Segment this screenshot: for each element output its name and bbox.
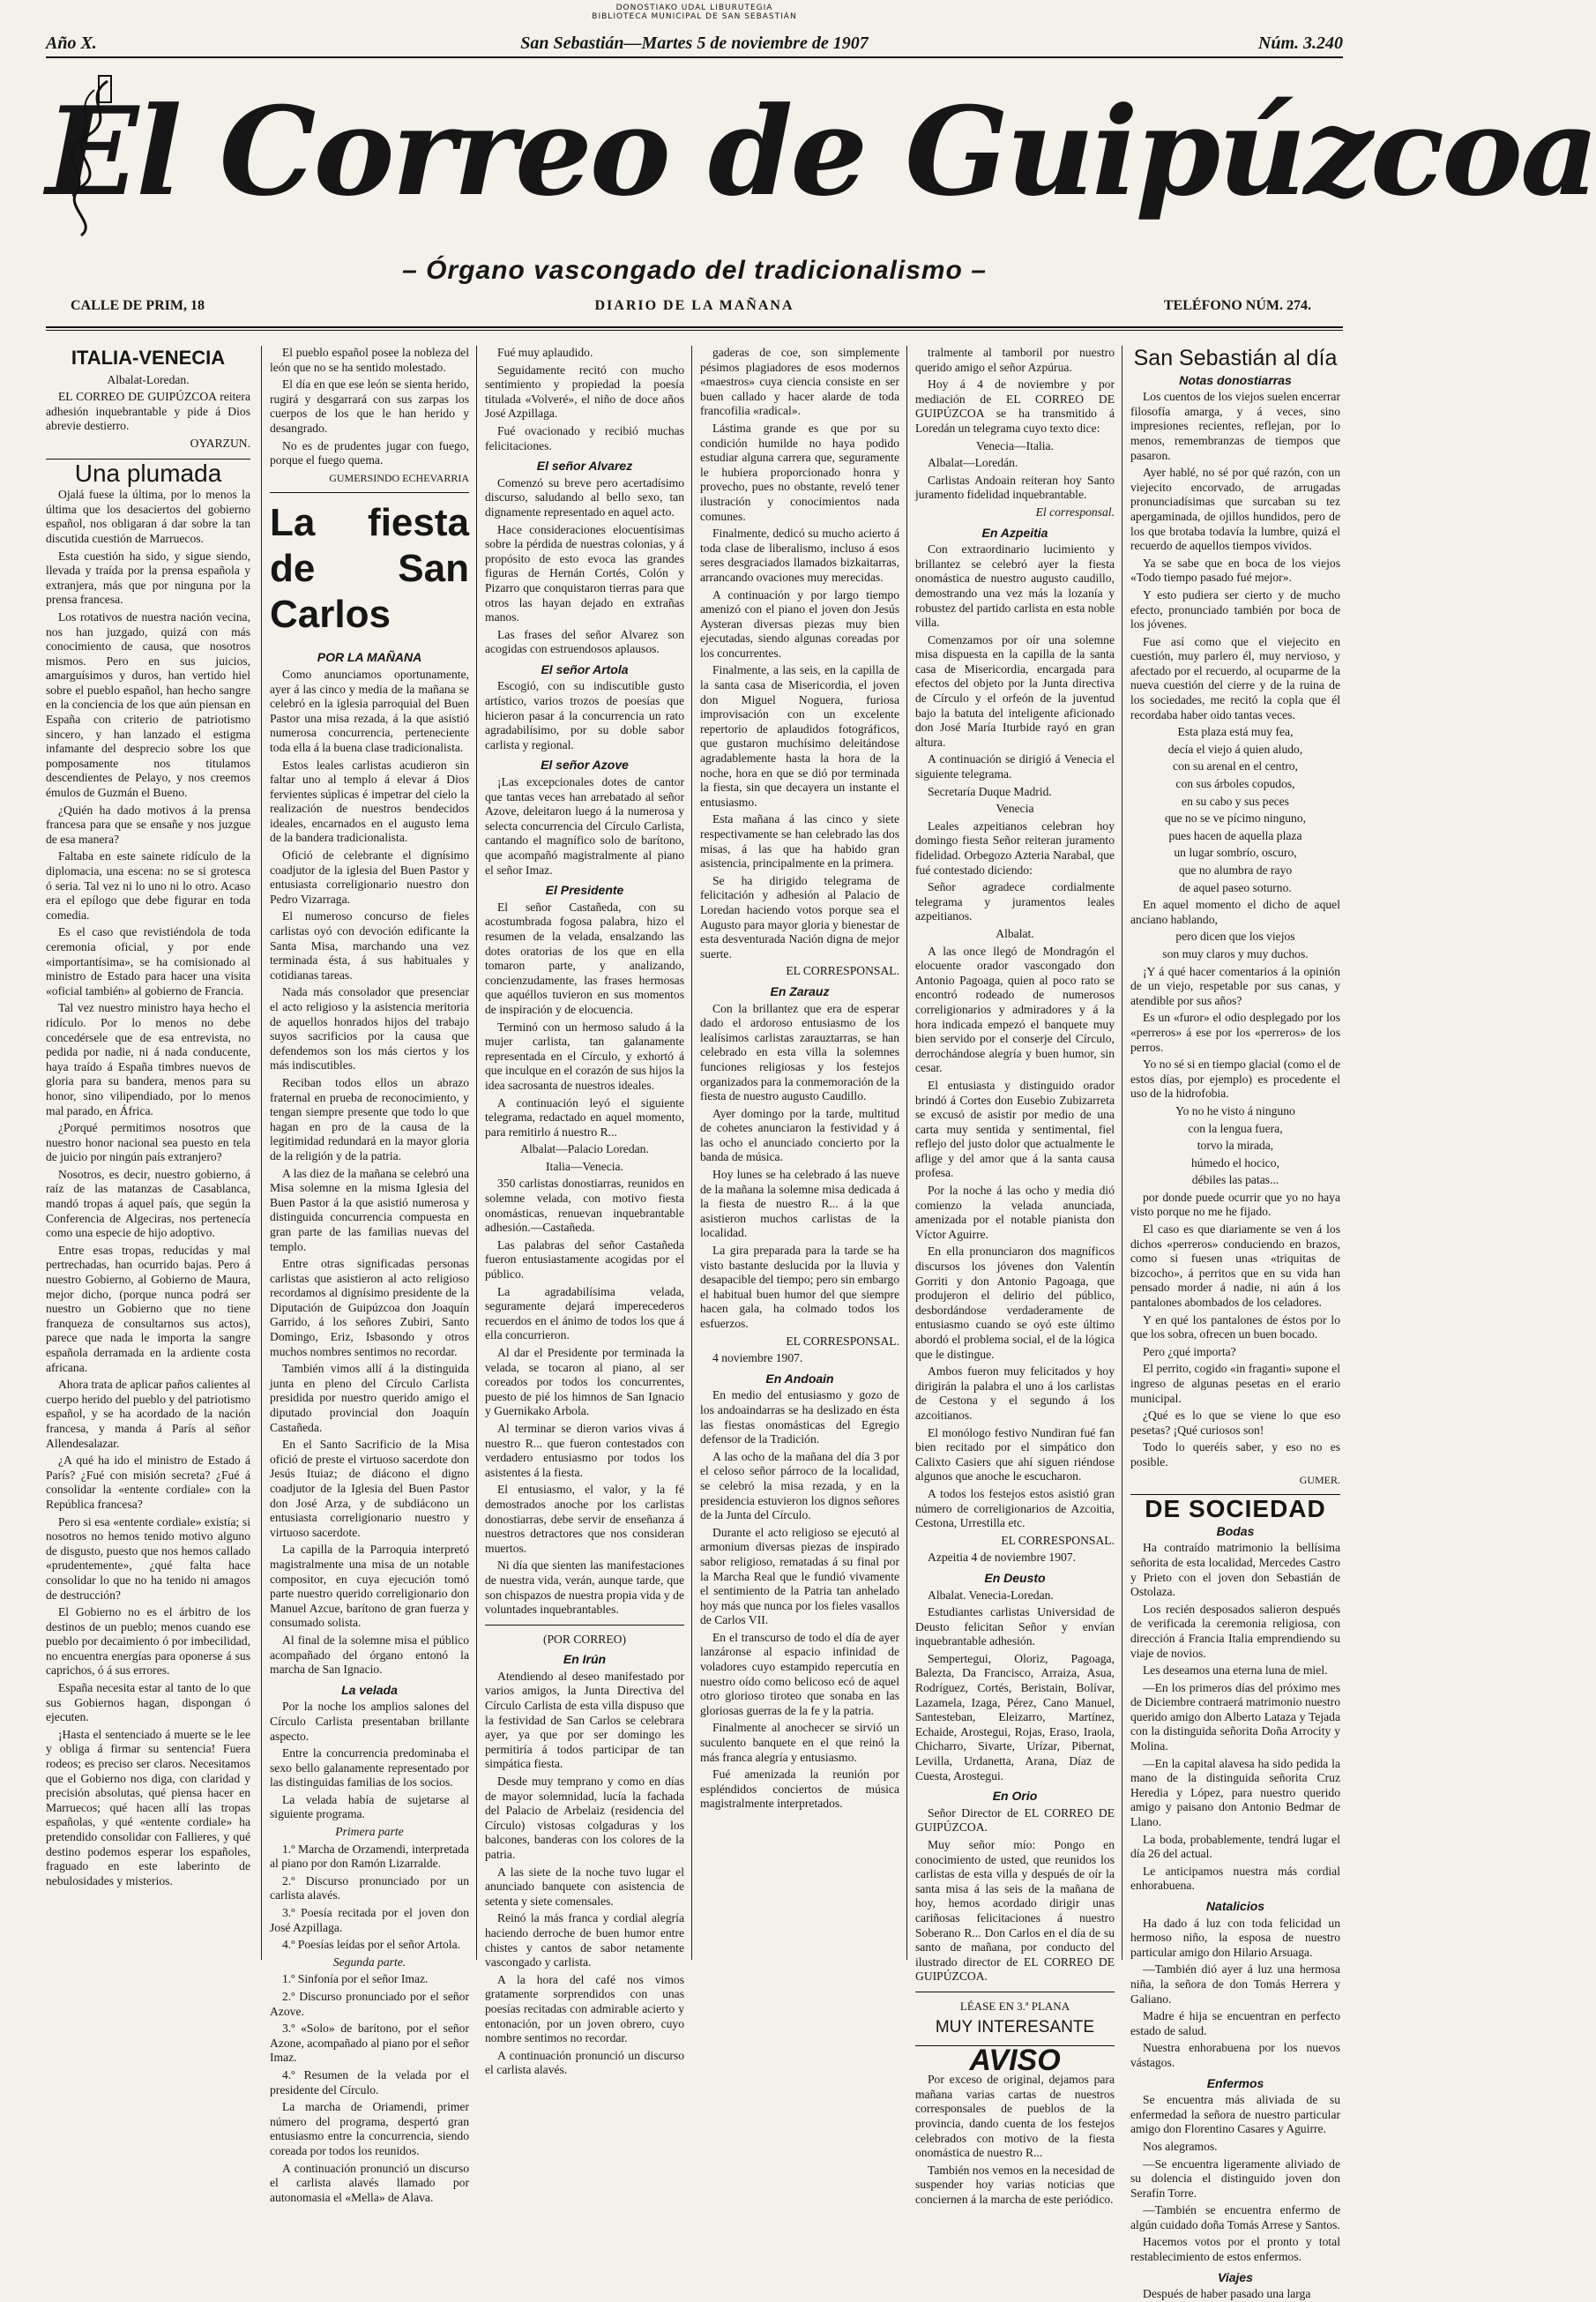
verse-line: de aquel paseo soturno.	[1179, 880, 1292, 894]
newspaper-title: El Correo de Guipúzcoa	[46, 79, 1596, 223]
text-paragraph: Los rotativos de nuestra nación vecina, nos han juzgado, quizá con más conocimiento de causa, que nosotros mismos. Pero en sus juicios, amarguísimos y duros, han vertido hiel sobre el pueblo español, han hecho sangre en la conciencia de los que aún piensan en España con criterio de patriotismo sincero, y han lanzado el estigma infamante del desprecio sobre los que pomposamente nos titulamos descendientes de Pelayo, y nos creemos émulos de Guzmán el Bueno.	[46, 609, 250, 800]
section-heading: POR LA MAÑANA	[317, 650, 422, 665]
column-5	[915, 346, 1115, 2206]
text-paragraph: Estos leales carlistas acudieron sin faltar uno al templo á elevar á Dios fervientes súplicas é impetrar del cielo la realización de nuestros bendecidos ideales, encarnados en el augusto lema de la bandera tradicionalista.	[270, 758, 469, 845]
verse-line: Yo no he visto á ninguno	[1175, 1103, 1295, 1117]
text-paragraph: Por la noche los amplios salones del Círculo Carlista presentaban brillante aspecto.	[270, 1700, 469, 1743]
text-paragraph: —En la capital alavesa ha sido pedida la mano de la distinguida señorita Cruz Heredia y López, para nuestro querido amigo y paisano don Antonio Bedmar de Llano.	[1130, 1756, 1340, 1829]
text-paragraph: Terminó con un hermoso saludo á la mujer carlista, tan galanamente representada en el Círculo, y exhortó á que inculque en el corazón de sus hijos la idea sacrosanta de nuestros ideales.	[485, 1020, 684, 1092]
text-paragraph: Fue así como que el viejecito en cuestión, muy parlero él, muy nervioso, y afectado por el recuerdo, al ocuparme de la nueva cuestión del cierre y de la ruina de los sociedades, me recitó la copla que él recordaba haber oido tantas veces.	[1130, 634, 1340, 721]
program-item: 3.º «Solo» de barítono, por el señor Azone, acompañado al piano por el señor Imaz.	[270, 2022, 469, 2065]
verse-line: húmedo el hocico,	[1190, 1155, 1280, 1170]
text-paragraph: El día en que ese león se sienta herido, rugirá y desgarrará con sus zarpas los cuerpos de los que le han herido y desangrado.	[270, 377, 469, 435]
verse-line: torvo la mirada,	[1197, 1139, 1274, 1153]
text-paragraph: Como anunciamos oportunamente, ayer á las cinco y media de la mañana se celebró en la iglesia parroquial del Buen Pastor una misa rezada, á la que asistió numerosa concurrencia, perteneciente toda ella á la buena clase tradicionalista.	[270, 667, 469, 754]
correspondent-signature: El corresponsal.	[1035, 504, 1115, 519]
text-paragraph: tralmente al tamboril por nuestro querido amigo el señor Azpúrua.	[915, 346, 1115, 374]
text-paragraph: El Gobierno no es el árbitro de los destinos de un pueblo; menos cuando ese pueblo por decaimiento ó por imbecilidad, no encuentra energías para oponerse á sus caprichos, ó á sus errores.	[46, 1605, 250, 1678]
column-6	[1130, 346, 1341, 2301]
text-paragraph: Ofició de celebrante el dignísimo coadjutor de la iglesia del Buen Pastor y entusiasta correligionario nuestro don Pedro Vizarraga.	[270, 848, 469, 906]
text-paragraph: Esta cuestión ha sido, y sigue siendo, llevada y traída por la prensa española y extranjera, más que por ninguna por la prensa francesa.	[46, 549, 250, 607]
text-paragraph: Y esto pudiera ser cierto y de mucho efecto, pronunciado también por boca de los jóvenes.	[1130, 587, 1340, 632]
program-item: 4.º Poesías leídas por el señor Artola.	[282, 1938, 461, 1952]
column-1	[46, 346, 250, 1960]
text-paragraph: El perrito, cogido «in fraganti» supone el ingreso de algunas pesetas en el erario municipal.	[1130, 1362, 1340, 1405]
signature: OYARZUN.	[190, 436, 250, 450]
text-paragraph: Albalat-Loredan.	[107, 372, 190, 386]
telegram-line: Secretaría Duque Madrid.	[928, 784, 1052, 798]
text-paragraph: A la hora del café nos vimos gratamente sorprendidos con unas poesías recitadas con admirable acierto y entonación, por un joven obrero, cuyo nombre sentimos no recordar.	[485, 1972, 684, 2045]
program-item: 3.º Poesía recitada por el joven don José Azpillaga.	[270, 1906, 469, 1934]
section-heading: En Orio	[992, 1789, 1038, 1804]
text-paragraph: Las palabras del señor Castañeda fueron entusiastamente acogidas por el público.	[485, 1237, 684, 1282]
text-paragraph: El pueblo español posee la nobleza del león que no se ha sentido molestado.	[270, 346, 469, 374]
text-paragraph: Madre é hija se encuentran en perfecto estado de salud.	[1130, 2009, 1340, 2037]
tagline: DIARIO DE LA MAÑANA	[594, 298, 794, 313]
text-paragraph: Los recién desposados salieron después de verificada la ceremonia religiosa, con dirección á Francia Italia emprendiendo su viaje de novios.	[1130, 1602, 1340, 1660]
headline-aviso: AVISO	[969, 2043, 1061, 2077]
correspondent-signature: EL CORRESPONSAL.	[786, 964, 899, 978]
telegram-line: Italia—Venecia.	[546, 1159, 623, 1173]
text-paragraph: Lástima grande es que por su condición humilde no haya podido estudiar alguna carrera que, seguramente le hubiera proporcionado honra y provecho, pues no obstante, reveló tener ilustración y conocimientos nada comunes.	[700, 421, 899, 523]
verse-line: débiles las patas...	[1191, 1173, 1279, 1187]
verse-line: que no alumbra de rayo	[1178, 863, 1293, 877]
lease-label: LÉASE EN 3.ª PLANA	[959, 1999, 1070, 2013]
text-paragraph: En ella pronunciaron dos magníficos discursos los jóvenes don Valentín Gorriti y don Antonio Pagoaga, que produjeron el delirio del público, desbordándose verdaderamente de entusiasmo cuando se oyó este último abordó el problema social, el de la lógica que le distingue.	[915, 1244, 1115, 1361]
text-paragraph: EL CORREO DE GUIPÚZCOA reitera adhesión inquebrantable y pide á Dios abrevie destierro.	[46, 390, 250, 433]
text-paragraph: Escogió, con su indiscutible gusto artístico, varios trozos de poesías que hicieron pasar á la concurrencia un rato agradabilísimo, por su doble sabor carlista y regional.	[485, 679, 684, 751]
text-paragraph: El monólogo festivo Nundiran fué fan bien recitado por el simpático don Calixto Casiers que ahí siguen riéndose algunos que anoche le escucharon.	[915, 1425, 1115, 1484]
section-heading: El Presidente	[545, 883, 624, 898]
banner-ornament-icon	[46, 72, 125, 240]
text-paragraph: —También se encuentra enfermo de algún cuidado doña Tomás Arrese y Santos.	[1130, 2203, 1340, 2231]
archive-stamp	[0, 4, 1389, 21]
text-paragraph: La capilla de la Parroquia interpretó magistralmente una misa de un notable compositor, en cuya ejecución tomó parte nuestro querido correligionario don Manuel Azcue, barítono de gran fuerza y consumado solista.	[270, 1543, 469, 1630]
section-heading: En Azpeitia	[981, 525, 1048, 540]
telegram-line: Albalat—Loredán.	[928, 456, 1018, 470]
text-paragraph: En aquel momento el dicho de aquel anciano hablando,	[1130, 898, 1340, 926]
text-paragraph: Finalmente, dedicó su mucho acierto á toda clase de liberalismo, incluso á esos seres desgraciados llamados bizkaitarras, arrancando ovaciones muy merecidas.	[700, 527, 899, 584]
text-paragraph: En el Santo Sacrificio de la Misa ofició de preste el virtuoso sacerdote don Jesús Ituiaz; de diácono el digno coadjutor de la Iglesia del Buen Pastor don José Arza, y de subdiácono un entusiasta correligionario nuestro y virtuoso sacerdote.	[270, 1438, 469, 1539]
text-paragraph: Las frases del señor Alvarez son acogidas con estruendosos aplausos.	[485, 627, 684, 656]
text-paragraph: Ahora trata de aplicar paños calientes al cuerpo herido del pueblo y del patriotismo español, y se ha acordado de la nación francesa, y manda á París al señor Allendesalazar.	[46, 1378, 250, 1450]
text-paragraph: Nosotros, es decir, nuestro gobierno, á raíz de las matanzas de Casablanca, mandó tropas á aquel país, que según la Conferencia de Algeciras, nos pertenecía como una especie de hijo adoptivo.	[46, 1167, 250, 1240]
text-paragraph: La agradabilísima velada, seguramente dejará imperecederos recuerdos en el ánimo de todos los que á ella concurrieron.	[485, 1284, 684, 1342]
program-item: 1.º Marcha de Orzamendi, interpretada al piano por don Ramón Lizarralde.	[270, 1842, 469, 1871]
text-paragraph: A continuación se dirigió á Venecia el siguiente telegrama.	[915, 752, 1115, 781]
text-paragraph: Nuestra enhorabuena por los nuevos vástagos.	[1130, 2041, 1340, 2069]
verse-line: que no se ve pícimo ninguno,	[1164, 811, 1307, 826]
section-heading: Bodas	[1216, 1523, 1255, 1538]
text-paragraph: A las once llegó de Mondragón el elocuente orador vascongado don Antonio Pagoaga, quien al poco rato se encontró rodeado de numerosos correligionarios y admiradores y á la hora indicada empezó el banquete muy bien servido por el conserje del Círculo, derrochándose alegría y buen humor, sin cesar.	[915, 944, 1115, 1075]
text-paragraph: Comenzamos por oír una solemne misa dispuesta en la capilla de la santa casa de Misericordia, encargada para efectos del objeto por la Junta directiva de Círculo y el orfeón de la juventud bajo la batuta del inteligente aficionado don José María Iturbide rayó en gran altura.	[915, 632, 1115, 749]
text-paragraph: Hoy á 4 de noviembre y por mediación de EL CORREO DE GUIPÚZCOA se ha transmitido á Loredán un telegrama cuyo texto dice:	[915, 377, 1115, 435]
divider	[46, 326, 1343, 328]
telegram-line: Albalat—Palacio Loredan.	[520, 1142, 649, 1156]
text-paragraph: Esta mañana á las cinco y siete respectivamente se han celebrado las dos misas, á las que ha habido gran asistencia, principalmente en la primera.	[700, 812, 899, 871]
text-paragraph: También nos vemos en la necesidad de suspender hoy varias noticias que conciernen á la marcha de este periódico.	[915, 2163, 1115, 2206]
program-item: 2.º Discurso pronunciado por el señor Azove.	[270, 1990, 469, 2018]
text-paragraph: ¡Y á qué hacer comentarios á la opinión de un viejo, respetable por sus canas, y atendible por sus años?	[1130, 964, 1340, 1007]
correspondent-signature: EL CORRESPONSAL.	[786, 1334, 899, 1348]
divider	[46, 56, 1343, 58]
section-heading: En Zarauz	[770, 983, 830, 998]
text-paragraph: por donde puede ocurrir que yo no haya visto porque no me he fijado.	[1130, 1190, 1340, 1219]
verse-line: con su arenal en el centro,	[1173, 759, 1298, 774]
text-paragraph: Finalmente al anochecer se sirvió un suculento banquete en el que reinó la más franca alegría y entusiasmo.	[700, 1721, 899, 1764]
text-paragraph: No es de prudentes jugar con fuego, porque el fuego quema.	[270, 438, 469, 467]
telegram-line: Albalat.	[996, 926, 1034, 940]
text-paragraph: El entusiasta y distinguido orador brindó á Cortes don Eusebio Zubizarreta se excusó de asistir por medio de una carta muy sentida y sentimental, fiel reflejo del justo dolor que actualmente le aflige y del amor que á la santa causa profesa.	[915, 1078, 1115, 1180]
text-paragraph: A todos los festejos estos asistió gran número de correligionarios de Azcoitia, Cestona, Urrestilla etc.	[915, 1486, 1115, 1530]
program-part: Primera parte	[335, 1825, 404, 1839]
text-paragraph: Todo lo queréis saber, y eso no es posible.	[1130, 1440, 1340, 1469]
text-paragraph: Señor agradece cordialmente telegrama y juramentos leales azpeitianos.	[915, 880, 1115, 923]
text-paragraph: Ambos fueron muy felicitados y hoy dirigirán la palabra el uno á los carlistas de Cestona y el segundo á los azcoitianos.	[915, 1364, 1115, 1422]
program-item: 1.º Sinfonía por el señor Imaz.	[282, 1972, 429, 1986]
text-paragraph: El entusiasmo, el valor, y la fé demostrados anoche por los carlistas donostiarras, debe servir de enseñanza á nuestros detractores que nos consideran muertos.	[485, 1483, 684, 1555]
column-2	[270, 346, 469, 2204]
text-paragraph: Ya se sabe que en boca de los viejos «Todo tiempo pasado fué mejor».	[1130, 556, 1340, 585]
text-paragraph: —En los primeros días del próximo mes de Diciembre contraerá matrimonio nuestro querido amigo don Alberto Lataza y Tejada con la distinguida señorita Doña Arrocity y Molina.	[1130, 1680, 1340, 1753]
text-paragraph: Y en qué los pantalones de éstos por lo que los sobra, ofrecen un buen bocado.	[1130, 1312, 1340, 1342]
text-paragraph: Nos alegramos.	[1143, 2139, 1218, 2153]
phone: TELÉFONO NÚM. 274.	[1163, 298, 1311, 313]
text-paragraph: —También dió ayer á luz una hermosa niña, la señora de don Tomás Herrera y Galiano.	[1130, 1962, 1340, 2006]
text-paragraph: Se ha dirigido telegrama de felicitación y adhesión al Palacio de Loredan haciendo votos porque sea el Augusto para mayor gloria y bienestar de esta desventurada Nación digna de mejor suerte.	[700, 873, 899, 960]
interesante-label: MUY INTERESANTE	[935, 2017, 1095, 2037]
text-paragraph: Entre esas tropas, reducidas y mal pertrechadas, han ocurrido bajas. Pero á nuestro Gobierno, al Gobierno de Maura, mejor dicho, (porque nunca podrá ser nuestro un Gobierno que no tiene franqueza de consultarnos sus actos), parece que nada le importa la sangre española derramada en la ardiente costa africana.	[46, 1243, 250, 1374]
text-paragraph: En medio del entusiasmo y gozo de los andoaindarras se ha deslizado en ésta las fiestas onomásticas del Egregio defensor de la Tradición.	[700, 1388, 899, 1446]
verse-line: decía el viejo á quien aludo,	[1167, 742, 1303, 756]
signature: GUMERSINDO ECHEVARRIA	[329, 471, 469, 484]
text-paragraph: La boda, probablemente, tendrá lugar el día 26 del actual.	[1130, 1832, 1340, 1861]
text-paragraph: Pero ¿qué importa?	[1143, 1344, 1236, 1358]
text-paragraph: Se encuentra más aliviada de su enfermedad la señora de nuestro particular amigo don Florentino Casares y Aguirre.	[1130, 2093, 1340, 2136]
verse-line: pues hacen de aquella plaza	[1168, 828, 1302, 842]
text-paragraph: Reinó la más franca y cordial alegría haciendo derroche de buen humor entre chistes y cantos de sabor netamente vascongado y carlista.	[485, 1911, 684, 1969]
columns	[46, 346, 1341, 2301]
text-paragraph: La marcha de Oriamendi, primer número del programa, despertó gran entusiasmo entre la concurrencia, siendo coreada por todos los reunidos.	[270, 2100, 469, 2157]
text-paragraph: Es un «furor» el odio desplegado por los «perreros» á ese por los «perreros» de los perros.	[1130, 1011, 1340, 1054]
text-paragraph: El señor Castañeda, con su acostumbrada fogosa palabra, hizo el resumen de la velada, ensalzando las dotes oratorias de los que en ella tomaron parte, y analizando, concienzudamente, las frases hermosas que aquéllos tuvieron en sus momentos de inspiración y de elocuencia.	[485, 900, 684, 1016]
text-paragraph: Comenzó su breve pero acertadísimo discurso, saludando al bello sexo, tan dignamente representado en aquel acto.	[485, 475, 684, 519]
subtitle: – Órgano vascongado del tradicionalismo –	[402, 256, 987, 285]
text-paragraph: Les deseamos una eterna luna de miel.	[1143, 1663, 1328, 1678]
text-paragraph: Entre otras significadas personas carlistas que asistieron al acto religioso recordamos al dignísimo presidente de la Diputación de Guipúzcoa don Joaquín Garrido, á los señores Zubiri, Santo Domingo, Eriz, Isbasondo y otros muchos nombres sentimos no recordar.	[270, 1257, 469, 1358]
text-paragraph: Hacemos votos por el pronto y total restablecimiento de estos enfermos.	[1130, 2235, 1340, 2264]
text-paragraph: Reciban todos ellos un abrazo fraternal en prueba de reconocimiento, y tengan siempre presente que todo lo que hagan en pro de la causa de la legitimidad redundará en la mayor gloria de la religión y de la patria.	[270, 1075, 469, 1162]
text-paragraph: Los cuentos de los viejos suelen encerrar filosofía amarga, y á veces, sino impresiones recientes, reflejan, por lo menos, remembranzas de tiempos que pasaron.	[1130, 390, 1340, 462]
section-heading: El señor Artola	[541, 661, 629, 676]
text-paragraph: A las ocho de la mañana del día 3 por el celoso señor párroco de la localidad, se celebró la misa rezada, y en la presidencia estuvieron los dignos señores de la Junta del Círculo.	[700, 1449, 899, 1522]
section-heading: En Irún	[563, 1652, 607, 1667]
text-paragraph: Estudiantes carlistas Universidad de Deusto felicitan Señor y envían inquebrantable adhesión.	[915, 1605, 1115, 1648]
text-paragraph: Le anticipamos nuestra más cordial enhorabuena.	[1130, 1864, 1340, 1893]
text-paragraph: ¿Porqué permitimos nosotros que nuestro honor nacional sea puesto en tela de juicio por ningún país extranjero?	[46, 1121, 250, 1164]
text-paragraph: Finalmente, a las seis, en la capilla de la santa casa de Misericordia, el joven don Miguel Noguera, furiosa improvisación con un excelente repertorio de aplaudidos fotográficos, que gustaron muchísimo deleitándose agradablemente hasta la hora de la noche, hora en que se dió por terminada la fiesta, sin que decayera un instante el entusiasmo.	[700, 663, 899, 809]
text-paragraph: ¿Quién ha dado motivos á la prensa francesa para que se ensañe y nos juzgue de esa manera?	[46, 803, 250, 846]
address: CALLE DE PRIM, 18	[71, 298, 205, 313]
text-paragraph: Ayer domingo por la tarde, multitud de cohetes anunciaron la festividad y á las ocho el anunciado concierto por la banda de música.	[700, 1106, 899, 1164]
text-paragraph: También vimos allí á la distinguida junta en pleno del Círculo Carlista presidida por nuestro querido amigo el diputado provincial don Joaquín Castañeda.	[270, 1362, 469, 1434]
text-paragraph: gaderas de coe, son simplemente pésimos plagiadores de esos modernos «maestros» cuya ciencia consiste en ser buen callado y hacer alarde de toda francofilia «radical».	[700, 346, 899, 418]
text-paragraph: Hace consideraciones elocuentísimas sobre la pérdida de nuestras colonias, y á propósito de esto evoca las grandes figuras de Hernán Cortés, Colón y Pizarro que conquistaron tierras para que otros las hayan dejado en extrañas manos.	[485, 522, 684, 624]
section-heading: Viajes	[1218, 2269, 1253, 2284]
section-heading: En Deusto	[984, 1570, 1046, 1585]
text-paragraph: Ha contraído matrimonio la bellísima señorita de esta localidad, Mercedes Castro y Prieto con el joven don Sebastián de Ostolaza.	[1130, 1541, 1340, 1599]
text-paragraph: Fué ovacionado y recibió muchas felicitaciones.	[485, 423, 684, 452]
year-label: Año X.	[46, 34, 97, 53]
text-paragraph: Ni día que sienten las manifestaciones de nuestra vida, verán, aunque tarde, que son chispazos de nuestra propia vida y de voluntades inquebrantables.	[485, 1558, 684, 1617]
archive-stamp-line: BIBLIOTECA MUNICIPAL DE SAN SEBASTIÁN	[592, 12, 797, 21]
por-correo-label: (POR CORREO)	[542, 1632, 627, 1646]
text-paragraph: ¿Qué es lo que se viene lo que eso pesetas? ¡Qué curiosos son!	[1130, 1409, 1340, 1437]
text-paragraph: Seguidamente recitó con mucho sentimiento y propiedad la poesía titulada «Volveré», el niño de doce años José Azpillaga.	[485, 362, 684, 421]
signature: GUMER.	[1299, 1473, 1340, 1486]
text-paragraph: Leales azpeitianos celebran hoy domingo fiesta Señor reiteran juramento fidelidad. Orbegozo Azteria Narabal, que fué contestado diciendo:	[915, 818, 1115, 877]
section-heading: El señor Azove	[541, 758, 629, 773]
headline-fiesta-san-carlos: La fiesta de San Carlos	[270, 501, 469, 637]
text-paragraph: Atendiendo al deseo manifestado por varios amigos, la Junta Directiva del Círculo Carlista de esta villa dispuso que la festividad de San Carlos se celebrara ayer, ya que por ser domingo les permitiría á todos participar de tan simpática fiesta.	[485, 1669, 684, 1771]
text-paragraph: Por exceso de original, dejamos para mañana varias cartas de nuestros corresponsales de pueblos de la provincia, dando cuenta de los festejos celebrados con motivo de la fiesta onomástica de nuestro R...	[915, 2073, 1115, 2160]
text-paragraph: Por la noche á las ocho y media dió comienzo la velada anunciada, amenizada por el notable pianista don Víctor Aguirre.	[915, 1184, 1115, 1241]
headline-italia-venecia: ITALIA-VENECIA	[71, 347, 226, 369]
text-paragraph: Nada más consolador que presenciar el acto religioso y la asistencia meritoria de aquellos honrados hijos del trabajo suyos sacrificios por la causa que defendemos son los más ciertos y los más indiscutibles.	[270, 985, 469, 1073]
verse-line: con la lengua fuera,	[1188, 1121, 1283, 1135]
text-paragraph: A continuación pronunció un discurso el carlista alavés llamado por autonomasia el «Mella» de Alava.	[270, 2161, 469, 2204]
text-paragraph: A continuación y por largo tiempo amenizó con el piano el joven don Jesús Aysteran diversas piezas muy bien ejecutadas, siendo algunas coreadas por los concurrentes.	[700, 587, 899, 660]
text-paragraph: En el transcurso de todo el día de ayer lanzáronse al espacio infinidad de voladores cuyo estampido repercutía en nuestro oído como belicoso ecó de aquel otro glorioso tiroteo que sonaba en las gloriosas guerras de la fe y la patria.	[700, 1630, 899, 1717]
issue-number: Núm. 3.240	[1257, 34, 1343, 53]
date-line: 4 noviembre 1907.	[712, 1351, 803, 1365]
text-paragraph: Fué amenizada la reunión por espléndidos conciertos de música magistralmente interpretados.	[700, 1768, 899, 1811]
text-paragraph: A continuación leyó el siguiente telegrama, redactado en aquel momento, para remitirlo á nuestro R...	[485, 1095, 684, 1139]
section-heading: Enfermos	[1206, 2075, 1264, 2090]
verse-line: pero dicen que los viejos	[1175, 930, 1295, 944]
meta-line	[46, 298, 1343, 319]
archive-stamp-line: DONOSTIAKO UDAL LIBURUTEGIA	[615, 4, 773, 12]
text-paragraph: La gira preparada para la tarde se ha visto bastante deslucida por la lluvia y desapacible del tiempo; pero sin embargo el habitual buen humor del que siempre hacen gala, ha colmado todos los esfuerzos.	[700, 1244, 899, 1330]
date-line: Azpeitia 4 de noviembre 1907.	[928, 1551, 1076, 1565]
text-paragraph: Carlistas Andoain reiteran hoy Santo juramento fidelidad inquebrantable.	[915, 473, 1115, 502]
column-4	[700, 346, 899, 1960]
divider	[485, 1625, 684, 1626]
text-paragraph: Señor Director de EL CORREO DE GUIPÚZCOA.	[915, 1805, 1115, 1835]
section-heading: La velada	[341, 1682, 398, 1697]
text-paragraph: Pero si esa «entente cordiale» existía; si nosotros no hemos tenido motivo alguno de disgusto, puesto que nos hemos callado «prudentemente», ¿qué falta hace consolidar lo que no ha tenido ni amagos de destrucción?	[46, 1514, 250, 1602]
divider	[46, 330, 1343, 331]
section-heading: El señor Alvarez	[536, 459, 633, 474]
text-paragraph: A las diez de la mañana se celebró una Misa solemne en la misma Iglesia del Buen Pastor á la que asistió numerosa y distinguida concurrencia compuesta en gran parte de las familias nuevas del templo.	[270, 1166, 469, 1253]
headline-san-sebastian-al-dia: San Sebastián al día	[1133, 346, 1338, 370]
text-paragraph: Hoy lunes se ha celebrado á las nueve de la mañana la solemne misa dedicada á la fiesta de nuestro R... á la que asistieron muchos carlistas de la localidad.	[700, 1168, 899, 1240]
text-paragraph: A las siete de la noche tuvo lugar el anunciado banquete con asistencia de setenta y siete comensales.	[485, 1865, 684, 1908]
verse-line: un lugar sombrío, oscuro,	[1174, 846, 1297, 860]
text-paragraph: Faltaba en este sainete ridículo de la diplomacia, una escena: no se si grotesca ó seria. Tal vez ni lo uno ni lo otro. Acaso era el epílogo que debe figurar en toda comedia.	[46, 849, 250, 922]
text-paragraph: El numeroso concurso de fieles carlistas oyó con devoción edificante la Santa Misa, marchando una vez terminada ésta, á sus habituales y cotidianas tareas.	[270, 909, 469, 982]
text-paragraph: ¡Hasta el sentenciado á muerte se le lee y obliga á firmar su sentencia! Fuera rodeos; es preciso ser claros. Necesitamos que el Gobierno nos diga, con claridad y precisión absolutas, qué piensa hacer en Marruecos; qué hacen allí las tropas españolas, y qué «entente cordiale» ha pretendido consolidar con Fallieres, y qué destino podemos esperar los españoles, fraguado en este laberinto de nebulosidades y misterios.	[46, 1727, 250, 1887]
headline-una-plumada: Una plumada	[74, 459, 222, 487]
text-paragraph: Con la brillantez que era de esperar dado el ardoroso entusiasmo de los lealísimos carlistas zarauztarras, se han celebrado en esta villa la solemnes funciones religiosas y los festejos organizados para la conmemoración de la fiesta de nuestro augusto Caudillo.	[700, 1001, 899, 1103]
headline-de-sociedad: DE SOCIEDAD	[1145, 1495, 1326, 1523]
text-paragraph: Tal vez nuestro ministro haya hecho el ridículo. Por lo menos no debe concedérsele que de esa entrevista, no pedida por nadie, ni á nada conducente, haya traído á España timbres nuevos de gloria para su bandera, menos para su honor, sino vilipendiado, por lo menos mal parado, en África.	[46, 1001, 250, 1117]
text-paragraph: 350 carlistas donostiarras, reunidos en solemne velada, con motivo fiesta onomásticas, renuevan inquebrantable adhesión.—Castañeda.	[485, 1177, 684, 1235]
text-paragraph: Después de haber pasado una larga	[1143, 2287, 1311, 2301]
text-paragraph: Durante el acto religioso se ejecutó al armonium diversas piezas de inspirado sabor religioso, rematadas á su final por la Marcha Real que le fundió vivamente el sentimiento de la Patria tan anhelado hoy más que nunca por los fieles vasallos de Carlos VII.	[700, 1525, 899, 1627]
text-paragraph: Entre la concurrencia predominaba el sexo bello galanamente representado por las distinguidas familias de los socios.	[270, 1746, 469, 1790]
program-part: Segunda parte.	[332, 1954, 406, 1969]
text-paragraph: Al terminar se dieron varios vivas á nuestro R... que fueron contestados con verdadero entusiasmo por todos los asistentes á la fiesta.	[485, 1421, 684, 1479]
text-paragraph: Fué muy aplaudido.	[497, 346, 593, 359]
verse-line: con sus árboles copudos,	[1175, 777, 1295, 791]
text-paragraph: El caso es que diariamente se ven á los dichos «perreros» conduciendo en brazos, como si fuesen unas «triquitas de bizcocho», á perritos que en su vida han pensado morder á nadie, ni aún á los pantalones abombados de los celadores.	[1130, 1222, 1340, 1310]
masthead	[46, 64, 1596, 249]
text-paragraph: —Se encuentra ligeramente aliviado de su dolencia el distinguido joven don Serafín Torre.	[1130, 2156, 1340, 2200]
section-heading: En Andoain	[765, 1371, 834, 1386]
date-label: San Sebastián—Martes 5 de noviembre de 1907	[520, 34, 869, 53]
telegram-line: Venecia—Italia.	[976, 438, 1054, 452]
text-paragraph: A continuación pronunció un discurso el carlista alavés.	[485, 2048, 684, 2077]
text-paragraph: Yo no sé si en tiempo glacial (como el de estos días, por ejemplo) es procedente el uso de la hidrofobia.	[1130, 1058, 1341, 1101]
divider	[270, 492, 469, 493]
text-paragraph: Ayer hablé, no sé por qué razón, con un viejecito encorvado, de arrugadas pronunciadísimas que surcaban su tez apergaminada, de ojillos hundidos, pero de los que brotaba todavía la lumbre, quizá el recuerdo de aquellos tiempos vividos.	[1130, 466, 1340, 553]
text-paragraph: España necesita estar al tanto de lo que sus Gobiernos hagan, dispongan ó ejecuten.	[46, 1681, 250, 1724]
verse-line: son muy claros y muy duchos.	[1162, 946, 1309, 960]
text-paragraph: Sempertegui, Oloriz, Pagoaga, Balezta, Da Francisco, Arraiza, Asua, Rodríguez, Cortés, Beristain, Bolívar, Lazamela, Izaga, Pérez, Cano Manuel, Santesteban, Eleizarro, Martínez, Echaide, Arostegui, Rojas, Eraso, Iraola, Chicharro, Sivarte, Urízar, Pibernat, Levilla, Urdanetta, Arana, Díaz de Cuesta, Arostegui.	[915, 1651, 1115, 1783]
dateline	[46, 34, 1343, 53]
text-paragraph: Al dar el Presidente por terminada la velada, se tocaron al piano, al ser coreados por todos los concurrentes, puesto de pié los himnos de San Ignacio y Guernikako Arbola.	[485, 1346, 684, 1418]
verse-line: Esta plaza está muy fea,	[1177, 725, 1294, 739]
text-paragraph: Es el caso que revistiéndola de toda ceremonia oficial, y por ende «importantísima», se ha comisionado al ministro de Estado para hacer una visita «oficial también» al gobierno de Francia.	[46, 925, 250, 998]
telegram-line: Albalat. Venecia-Loredan.	[928, 1588, 1054, 1602]
text-paragraph: Desde muy temprano y como en días de mayor solemnidad, lucía la fachada del Palacio de Arbelaiz (residencia del Círculo) vistosas colgaduras y los balcones, banderas con los colores de la patria.	[485, 1775, 684, 1861]
column-3	[485, 346, 684, 2077]
text-paragraph: Al final de la solemne misa el público acompañado del órgano entonó la marcha de San Ignacio.	[270, 1633, 469, 1677]
text-paragraph: Ojalá fuese la última, por lo menos la última que los desaciertos del gobierno español, nos obligaran á dar sobre la tan discutida cuestión de Marruecos.	[46, 488, 250, 545]
text-paragraph: La velada había de sujetarse al siguiente programa.	[270, 1792, 469, 1821]
telegram-line: Venecia	[996, 802, 1034, 816]
text-paragraph: Con extraordinario lucimiento y brillantez se celebró ayer la fiesta onomástica de nuestro augusto caudillo, demostrando una vez más la lozanía y robustez del partido carlista en esta noble villa.	[915, 542, 1115, 630]
text-paragraph: ¿A qué ha ido el ministro de Estado á París? ¿Fué con misión secreta? ¿Fué á consolidar la «entente cordiale» con la República francesa?	[46, 1454, 250, 1511]
verse-line: en su cabo y sus peces	[1182, 794, 1289, 808]
text-paragraph: ¡Las excepcionales dotes de cantor que tantas veces han arrebatado al señor Azove, deleitaron luego á la numerosa y selecta concurrencia del Círculo Carlista, cantando el magnífico solo de barítono, que acompañó magistralmente al piano el señor Imaz.	[485, 775, 684, 877]
program-item: 4.º Resumen de la velada por el presidente del Círculo.	[270, 2067, 469, 2096]
section-heading: Natalicios	[1205, 1899, 1265, 1913]
section-heading: Notas donostiarras	[1179, 372, 1292, 387]
program-item: 2.º Discurso pronunciado por un carlista alavés.	[270, 1873, 469, 1902]
text-paragraph: Muy señor mío: Pongo en conocimiento de usted, que reunidos los carlistas de esta villa y después de oír la santa misa á las seis de la mañana de hoy, hemos acordado dirigir unas cariñosas felicitaciones á nuestro Soberano R... Don Carlos en el día de su santo de mañana, por conducto del ilustrado director de EL CORREO DE GUIPÚZCOA.	[915, 1838, 1115, 1984]
correspondent-signature: EL CORRESPONSAL.	[1001, 1533, 1115, 1547]
text-paragraph: Ha dado á luz con toda felicidad un hermoso niño, la esposa de nuestro particular amigo don Hilario Arsuaga.	[1130, 1916, 1340, 1959]
